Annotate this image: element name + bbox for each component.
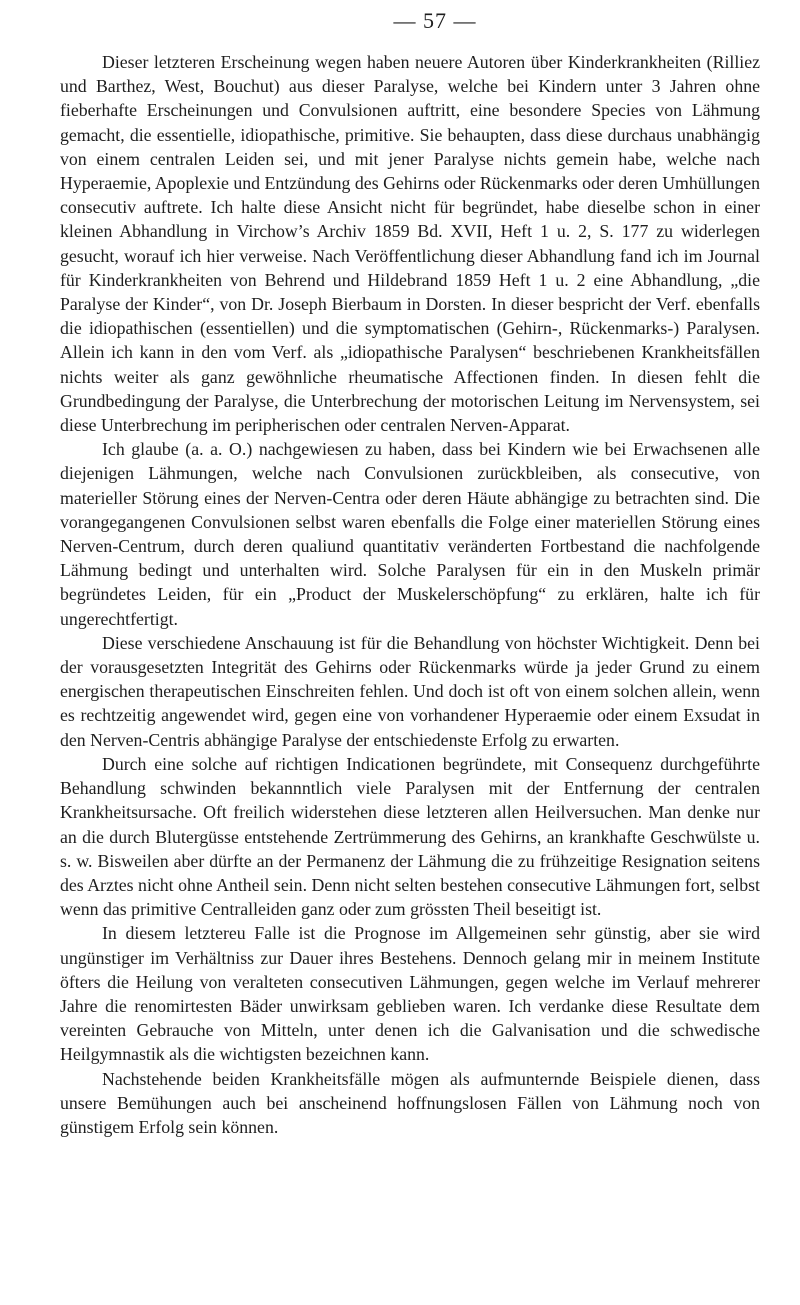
paragraph-1: Dieser letzteren Erscheinung wegen haben neuere Autoren über Kinderkrankheiten (Rilliez und Barthez, West, Bouchut) aus dieser Paralyse, welche bei Kindern unter 3 Jahren ohne fieberhafte Erscheinungen und Convulsionen auftritt, eine besondere Species von Lähmung gemacht, die essentielle, idiopathische, primitive. Sie behaupten, dass diese durchaus unabhängig von einem centralen Leiden sei, und mit jener Paralyse nichts gemein habe, welche nach Hyperaemie, Apoplexie und Entzündung des Gehirns oder Rückenmarks oder deren Umhüllungen consecutiv auftrete. Ich halte diese Ansicht nicht für begründet, habe dieselbe schon in einer kleinen Abhandlung in Virchow’s Archiv 1859 Bd. XVII, Heft 1 u. 2, S. 177 zu widerlegen gesucht, worauf ich hier verweise. Nach Veröffentlichung dieser Abhandlung fand ich im Journal für Kinderkrankheiten von Behrend und Hildebrand 1859 Heft 1 u. 2 eine Abhandlung, „die Paralyse der Kinder“, von Dr. Joseph Bierbaum in Dorsten. In dieser bespricht der Verf. ebenfalls die idiopathischen (essentiellen) und die symptomatischen (Gehirn-, Rückenmarks-) Paralysen. Allein ich kann in den vom Verf. als „idiopathische Paralysen“ beschriebenen Krankheitsfällen nichts weiter als ganz gewöhnliche rheumatische Affectionen finden. In diesen fehlt die Grundbedingung der Paralyse, die Unterbrechung der motorischen Leitung im Nervensystem, sei diese Unterbrechung im peripherischen oder centralen Nerven-Apparat. xyxy=(60,52,760,436)
paragraph-4: Durch eine solche auf richtigen Indicationen begründete, mit Consequenz durchgeführte Behandlung schwinden bekannntlich viele Paralysen mit der Entfernung der centralen Krankheitsursache. Oft freilich widerstehen diese letzteren allen Heilversuchen. Man denke nur an die durch Blutergüsse entstehende Zertrümmerung des Gehirns, an krankhafte Geschwülste u. s. w. Bisweilen aber dürfte an der Permanenz der Lähmung die zu frühzeitige Resignation seitens des Arztes nicht ohne Antheil sein. Denn nicht selten bestehen consecutive Lähmungen fort, selbst wenn das primitive Centralleiden ganz oder zum grössten Theil beseitigt ist. xyxy=(60,753,760,920)
book-page xyxy=(60,0,760,1139)
paragraph-3: Diese verschiedene Anschauung ist für die Behandlung von höchster Wichtigkeit. Denn bei der vorausgesetzten Integrität des Gehirns oder Rückenmarks würde ja jeder Grund zu einem energischen therapeutischen Einschreiten fehlen. Und doch ist oft von einem solchen allein, wenn es rechtzeitig angewendet wird, gegen eine von vorhandener Hyperaemie oder einem Exsudat in den Nerven-Centris abhängige Paralyse der entschiedenste Erfolg zu erwarten. xyxy=(60,632,760,750)
paragraph-5: In diesem letztereu Falle ist die Prognose im Allgemeinen sehr günstig, aber sie wird ungünstiger im Verhältniss zur Dauer ihres Bestehens. Dennoch gelang mir in meinem Institute öfters die Heilung von veralteten consecutiven Lähmungen, gegen welche im Verlauf mehrerer Jahre die renomirtesten Bäder unwirksam geblieben waren. Ich verdanke diese Resultate dem vereinten Gebrauche von Mitteln, unter denen ich die Galvanisation und die schwedische Heilgymnastik als die wichtigsten bezeichnen kann. xyxy=(60,923,760,1065)
page-number: — 57 — xyxy=(393,8,477,33)
paragraph-6: Nachstehende beiden Krankheitsfälle mögen als aufmunternde Beispiele dienen, dass unsere Bemühungen auch bei anscheinend hoffnungslosen Fällen von Lähmung noch von günstigem Erfolg sein können. xyxy=(60,1068,760,1137)
paragraph-2: Ich glaube (a. a. O.) nachgewiesen zu haben, dass bei Kindern wie bei Erwachsenen alle diejenigen Lähmungen, welche nach Convulsionen zurückbleiben, als consecutive, von materieller Störung eines der Nerven-Centra oder deren Häute abhängige zu betrachten sind. Die vorangegangenen Convulsionen selbst waren ebenfalls die Folge einer materiellen Störung eines Nerven-Centrum, durch deren qualiund quantitativ veränderten Fortbestand die nachfolgende Lähmung bedingt und unterhalten wird. Solche Paralysen für ein in den Muskeln primär begründetes Leiden, für ein „Product der Muskelerschöpfung“ zu erklären, halte ich für ungerechtfertigt. xyxy=(60,439,760,629)
